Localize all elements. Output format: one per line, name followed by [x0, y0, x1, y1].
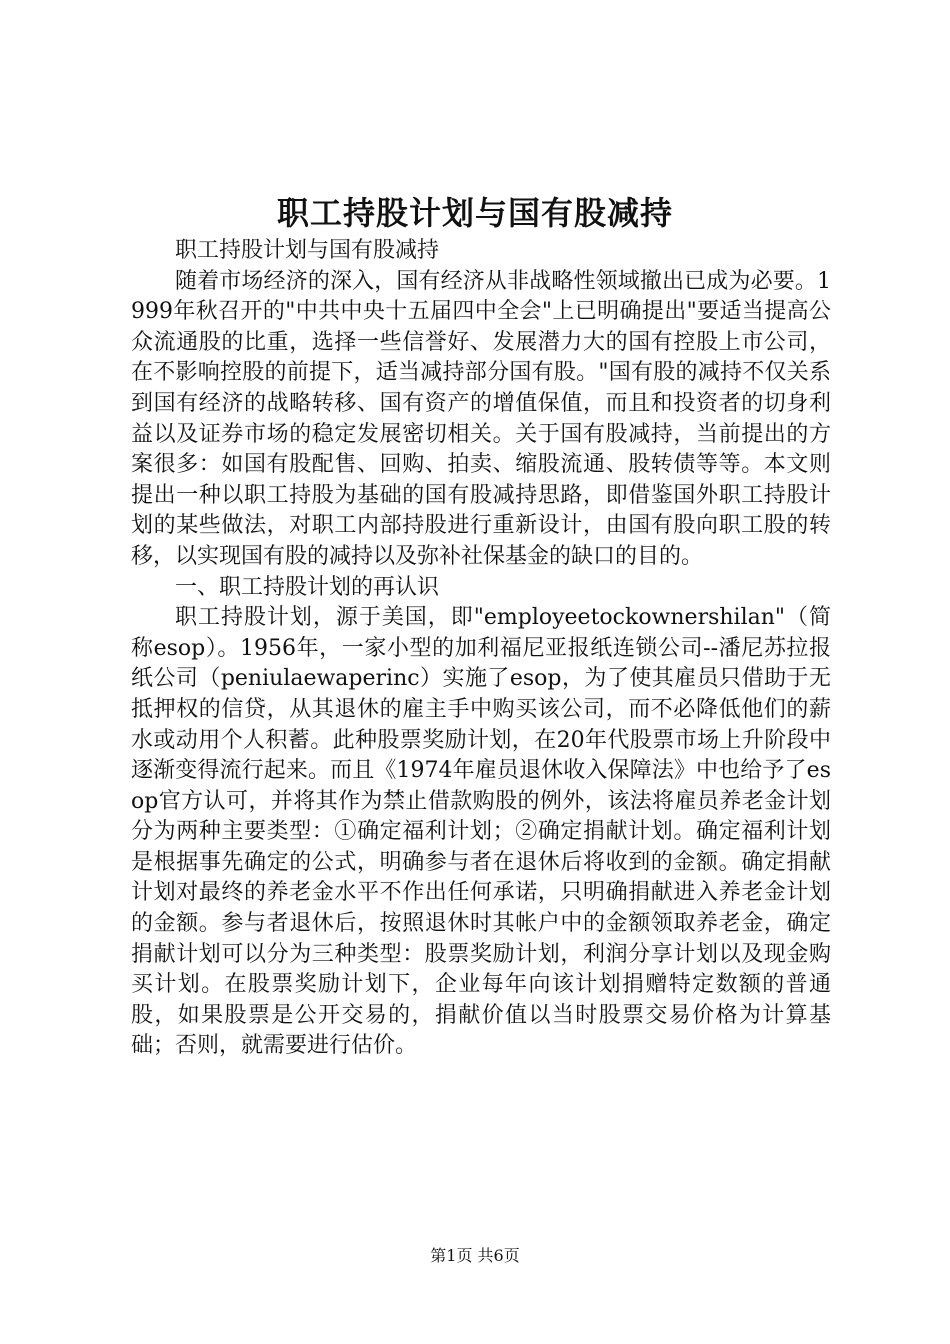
page-footer: 第1页 共6页	[430, 1246, 520, 1265]
intro-paragraph: 随着市场经济的深入，国有经济从非战略性领域撤出已成为必要。1999年秋召开的"中共中央十五届四中全会"上已明确提出"要适当提高公众流通股的比重，选择一些信誉好、发展潜力大的国有控股上市公司，在不影响控股的前提下，适当减持部分国有股。"国有股的减持不仅关系到国有经济的战略转移、国有资产的增值保值，而且和投资者的切身利益以及证券市场的稳定发展密切相关。关于国有股减持，当前提出的方案很多：如国有股配售、回购、拍卖、缩股流通、股转债等等。本文则提出一种以职工持股为基础的国有股减持思路，即借鉴国外职工持股计划的某些做法，对职工内部持股进行重新设计，由国有股向职工股的转移，以实现国有股的减持以及弥补社保基金的缺口的目的。	[131, 268, 831, 569]
document-body	[131, 236, 831, 1062]
section-heading: 一、职工持股计划的再认识	[175, 574, 440, 600]
esop-paragraph: 职工持股计划，源于美国，即"employeetockownershilan"（简称esop）。1956年，一家小型的加利福尼亚报纸连锁公司--潘尼苏拉报纸公司（peniulaewaperinc）实施了esop，为了使其雇员只借助于无抵押权的信贷，从其退休的雇主手中购买该公司，而不必降低他们的薪水或动用个人积蓄。此种股票奖励计划，在20年代股票市场上升阶段中逐渐变得流行起来。而且《1974年雇员退休收入保障法》中也给予了esop官方认可，并将其作为禁止借款购股的例外，该法将雇员养老金计划分为两种主要类型：①确定福利计划；②确定捐献计划。确定福利计划是根据事先确定的公式，明确参与者在退休后将收到的金额。确定捐献计划对最终的养老金水平不作出任何承诺，只明确捐献进入养老金计划的金额。参与者退休后，按照退休时其帐户中的金额领取养老金，确定捐献计划可以分为三种类型：股票奖励计划，利润分享计划以及现金购买计划。在股票奖励计划下，企业每年向该计划捐赠特定数额的普通股，如果股票是公开交易的，捐献价值以当时股票交易价格为计算基础；否则，就需要进行估价。	[131, 605, 831, 1059]
document-title: 职工持股计划与国有股减持	[276, 194, 673, 232]
subtitle-paragraph: 职工持股计划与国有股减持	[175, 238, 440, 263]
